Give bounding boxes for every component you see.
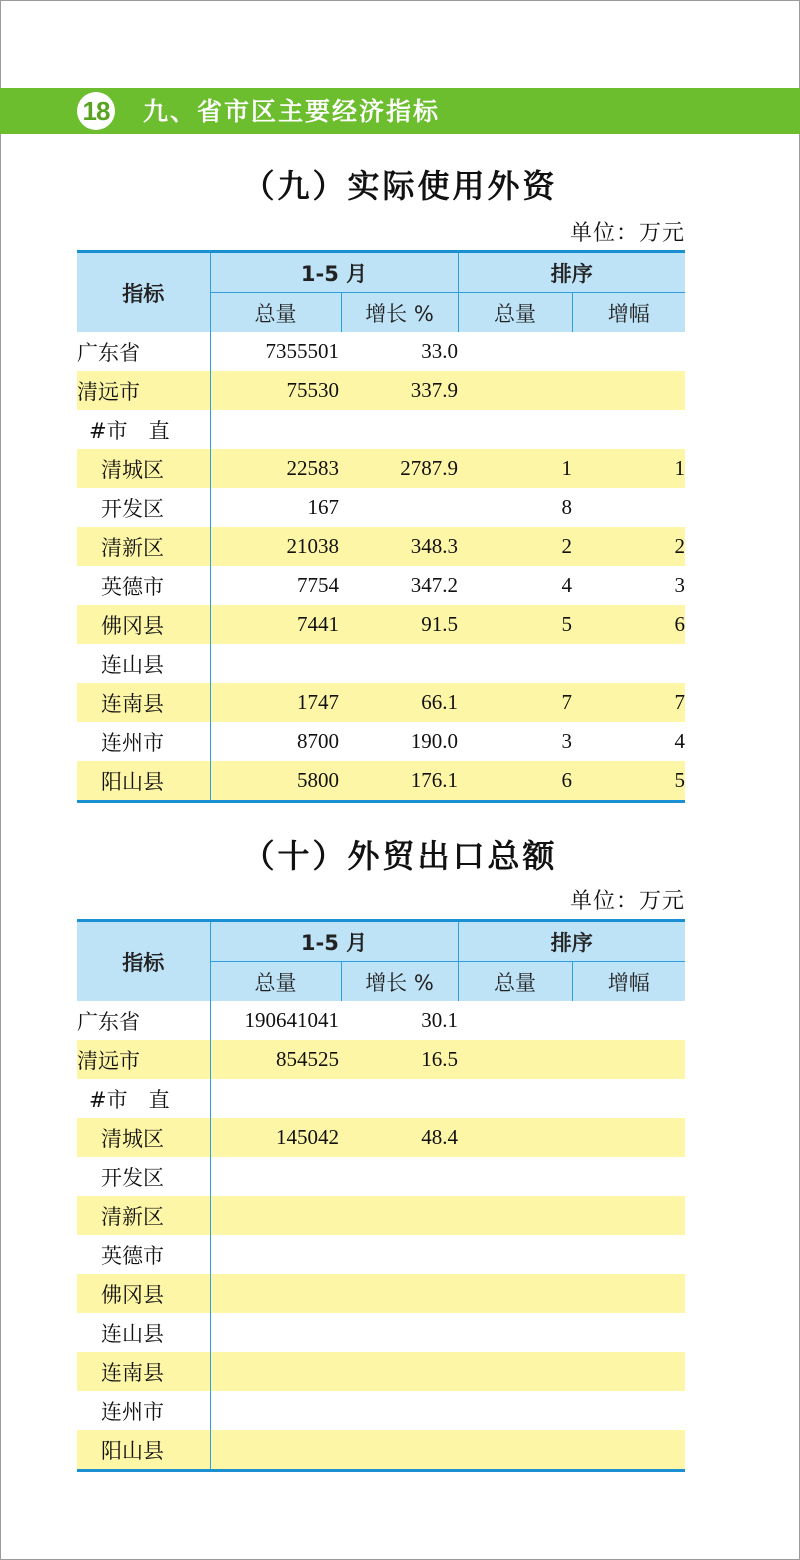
cell-growth <box>341 1079 458 1118</box>
col-header-rank-total: 总量 <box>458 293 572 333</box>
cell-rank-growth <box>572 1274 685 1313</box>
cell-total: 8700 <box>297 729 339 753</box>
cell-total: 7441 <box>210 605 341 644</box>
cell-growth: 66.1 <box>341 683 458 722</box>
cell-rank-total: 3 <box>561 729 573 753</box>
cell-rank-total <box>458 1079 572 1118</box>
table-row <box>77 1040 685 1079</box>
cell-growth: 347.2 <box>410 573 459 597</box>
cell-rank-total: 2 <box>458 527 572 566</box>
table-row <box>77 1274 685 1313</box>
table-row <box>77 1001 685 1040</box>
row-label: 清远市 <box>77 1040 210 1079</box>
cell-total: 145042 <box>210 1118 341 1157</box>
col-header-rank-growth: 增幅 <box>572 293 685 333</box>
cell-rank-growth: 6 <box>572 605 685 644</box>
row-label: 连南县 <box>77 1352 210 1391</box>
cell-rank-total: 1 <box>458 449 572 488</box>
col-header-growth: 增长 % <box>341 962 458 1002</box>
row-label: 清新区 <box>77 527 210 566</box>
cell-rank-total <box>458 371 572 410</box>
table-row <box>77 566 685 605</box>
table-row <box>77 449 685 488</box>
cell-rank-total: 4 <box>561 573 573 597</box>
cell-rank-growth: 4 <box>674 729 686 753</box>
cell-total: 7754 <box>297 573 339 597</box>
cell-rank-total: 7 <box>458 683 572 722</box>
cell-rank-growth: 5 <box>572 761 685 802</box>
cell-rank-total: 8 <box>561 495 573 519</box>
cell-rank-growth <box>572 644 685 683</box>
table-row <box>77 1079 685 1118</box>
cell-rank-total <box>458 644 572 683</box>
row-label: 开发区 <box>77 488 210 527</box>
cell-total <box>210 644 341 683</box>
cell-rank-growth <box>572 1118 685 1157</box>
cell-total <box>210 1079 341 1118</box>
table-row <box>77 683 685 722</box>
cell-rank-growth <box>572 371 685 410</box>
cell-rank-growth <box>572 1040 685 1079</box>
cell-growth: 48.4 <box>341 1118 458 1157</box>
section-title-fdi: （九）实际使用外资 <box>242 167 558 205</box>
cell-rank-growth: 1 <box>572 449 685 488</box>
cell-total <box>210 1196 341 1235</box>
row-label: 开发区 <box>77 1157 210 1196</box>
cell-growth <box>341 1391 458 1430</box>
cell-growth: 2787.9 <box>341 449 458 488</box>
col-header-ranking: 排序 <box>458 921 685 962</box>
cell-growth <box>341 488 458 527</box>
cell-total: 21038 <box>210 527 341 566</box>
cell-rank-total: 6 <box>458 761 572 802</box>
row-label: #市 直 <box>77 1079 210 1118</box>
col-header-total: 总量 <box>210 293 341 333</box>
cell-rank-total <box>458 1157 572 1196</box>
cell-rank-total <box>458 1235 572 1274</box>
cell-rank-total <box>458 1313 572 1352</box>
col-header-period: 1-5 月 <box>210 921 458 962</box>
table-row <box>77 1157 685 1196</box>
cell-rank-growth <box>572 332 685 371</box>
row-label: 连州市 <box>77 722 210 761</box>
table-exports <box>77 919 685 1472</box>
cell-total <box>210 1274 341 1313</box>
table-row <box>77 1391 685 1430</box>
row-label: 连山县 <box>77 644 210 683</box>
col-header-growth: 增长 % <box>341 293 458 333</box>
cell-total <box>210 1391 341 1430</box>
table-row <box>77 527 685 566</box>
table-row <box>77 410 685 449</box>
table-row <box>77 1118 685 1157</box>
col-header-rank-total: 总量 <box>458 962 572 1002</box>
cell-total: 854525 <box>210 1040 341 1079</box>
cell-rank-growth: 3 <box>674 573 686 597</box>
cell-rank-growth <box>572 1157 685 1196</box>
cell-rank-growth <box>572 1235 685 1274</box>
unit-label-exports: 单位：万元 <box>569 889 685 914</box>
cell-growth: 176.1 <box>341 761 458 802</box>
cell-rank-growth <box>572 410 685 449</box>
col-header-ranking: 排序 <box>458 252 685 293</box>
col-header-total: 总量 <box>210 962 341 1002</box>
row-label: 阳山县 <box>77 1430 210 1471</box>
cell-rank-growth <box>572 1079 685 1118</box>
cell-growth <box>341 1157 458 1196</box>
cell-rank-total <box>458 1001 572 1040</box>
cell-rank-total <box>458 1196 572 1235</box>
table-row <box>77 332 685 371</box>
chapter-title: 九、省市区主要经济指标 <box>143 97 441 126</box>
cell-rank-total <box>458 410 572 449</box>
cell-growth <box>341 410 458 449</box>
cell-total <box>210 1157 341 1196</box>
cell-growth <box>341 1274 458 1313</box>
row-label: 佛冈县 <box>77 605 210 644</box>
table-row <box>77 1352 685 1391</box>
cell-growth <box>341 1430 458 1471</box>
cell-growth <box>341 1313 458 1352</box>
cell-total: 5800 <box>210 761 341 802</box>
cell-rank-growth <box>572 1391 685 1430</box>
cell-total <box>210 1430 341 1471</box>
cell-growth: 30.1 <box>421 1008 459 1032</box>
page-number-badge: 18 <box>77 92 115 130</box>
table-row <box>77 1430 685 1471</box>
cell-rank-growth <box>572 1001 685 1040</box>
cell-growth <box>341 1352 458 1391</box>
cell-rank-growth <box>572 1430 685 1471</box>
cell-rank-total <box>458 1040 572 1079</box>
col-header-indicator: 指标 <box>77 252 210 333</box>
cell-total: 167 <box>307 495 339 519</box>
cell-total <box>210 1235 341 1274</box>
col-header-indicator: 指标 <box>77 921 210 1002</box>
table-row <box>77 1235 685 1274</box>
col-header-period: 1-5 月 <box>210 252 458 293</box>
cell-rank-total <box>458 1274 572 1313</box>
table-row <box>77 371 685 410</box>
row-label: #市 直 <box>77 410 210 449</box>
cell-growth <box>341 644 458 683</box>
table-row <box>77 1196 685 1235</box>
row-label: 清远市 <box>77 371 210 410</box>
cell-rank-total <box>458 1352 572 1391</box>
cell-rank-total <box>458 1118 572 1157</box>
cell-growth: 337.9 <box>341 371 458 410</box>
col-header-rank-growth: 增幅 <box>572 962 685 1002</box>
cell-growth <box>341 1196 458 1235</box>
unit-label-fdi: 单位：万元 <box>569 221 685 246</box>
cell-rank-growth: 2 <box>572 527 685 566</box>
cell-rank-growth: 7 <box>572 683 685 722</box>
table-fdi <box>77 250 685 803</box>
cell-growth: 91.5 <box>341 605 458 644</box>
cell-rank-total <box>458 1430 572 1471</box>
row-label: 连南县 <box>77 683 210 722</box>
cell-rank-total <box>458 1391 572 1430</box>
cell-growth: 33.0 <box>421 339 459 363</box>
cell-rank-total: 5 <box>458 605 572 644</box>
table-row <box>77 722 685 761</box>
cell-total: 75530 <box>210 371 341 410</box>
row-label: 广东省 <box>77 1001 210 1040</box>
cell-rank-growth <box>572 1313 685 1352</box>
cell-growth: 190.0 <box>410 729 459 753</box>
row-label: 清城区 <box>77 1118 210 1157</box>
cell-total: 7355501 <box>265 339 339 363</box>
cell-total: 190641041 <box>244 1008 339 1032</box>
row-label: 英德市 <box>77 566 210 605</box>
cell-total: 1747 <box>210 683 341 722</box>
cell-rank-growth <box>572 1196 685 1235</box>
row-label: 佛冈县 <box>77 1274 210 1313</box>
section-title-exports: （十）外贸出口总额 <box>242 837 558 875</box>
cell-total <box>210 1313 341 1352</box>
row-label: 英德市 <box>77 1235 210 1274</box>
cell-rank-growth <box>572 1352 685 1391</box>
cell-growth: 348.3 <box>341 527 458 566</box>
row-label: 连山县 <box>77 1313 210 1352</box>
cell-rank-total <box>458 332 572 371</box>
table-row <box>77 488 685 527</box>
cell-growth: 16.5 <box>341 1040 458 1079</box>
table-row <box>77 644 685 683</box>
cell-total <box>210 1352 341 1391</box>
row-label: 清新区 <box>77 1196 210 1235</box>
cell-total <box>210 410 341 449</box>
row-label: 连州市 <box>77 1391 210 1430</box>
row-label: 广东省 <box>77 332 210 371</box>
cell-total: 22583 <box>210 449 341 488</box>
table-row <box>77 605 685 644</box>
row-label: 清城区 <box>77 449 210 488</box>
cell-growth <box>341 1235 458 1274</box>
table-row <box>77 761 685 802</box>
table-row <box>77 1313 685 1352</box>
row-label: 阳山县 <box>77 761 210 802</box>
cell-rank-growth <box>572 488 685 527</box>
